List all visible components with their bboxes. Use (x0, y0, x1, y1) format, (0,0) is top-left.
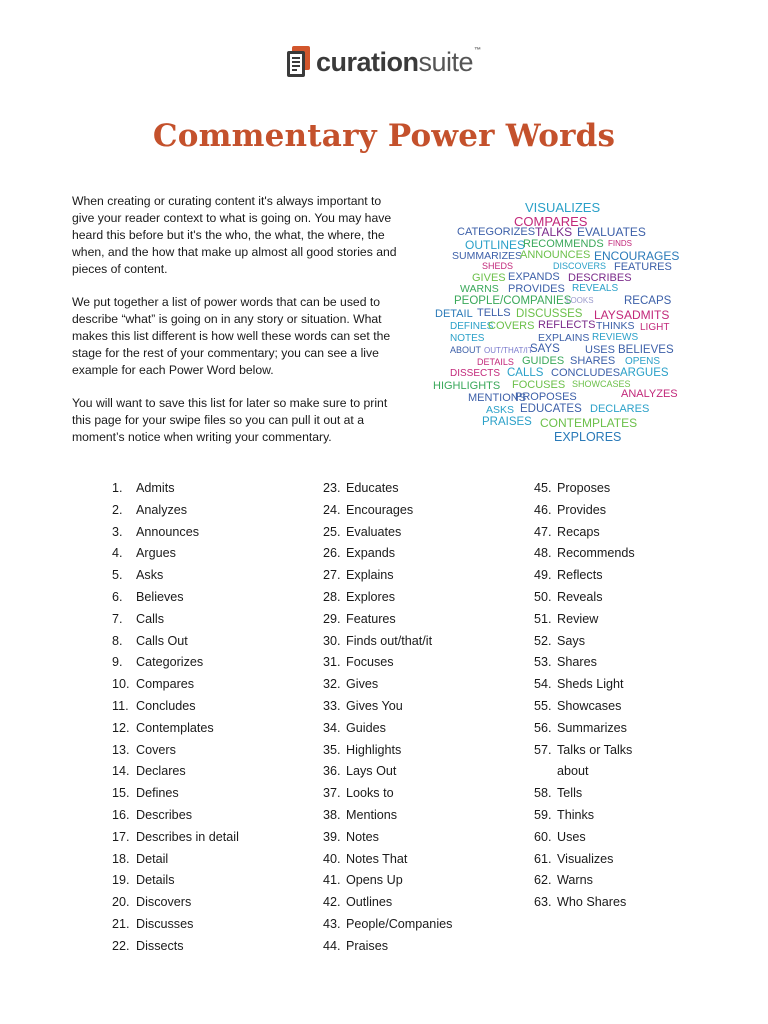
power-word-text: Visualizes (557, 851, 614, 866)
power-word-number: 35. (323, 742, 341, 757)
word-cloud-word: FOCUSES (512, 379, 566, 391)
power-word-item (534, 565, 654, 587)
power-word-text: Defines (136, 786, 179, 801)
word-cloud-word: GIVES (472, 272, 506, 284)
power-word-number: 42. (323, 895, 341, 910)
word-cloud-word: CONCLUDES (551, 367, 621, 379)
word-cloud-word: REVIEWS (592, 332, 639, 343)
power-word-item (323, 609, 523, 631)
power-word-item (112, 936, 312, 958)
word-cloud-word: SHOWCASES (572, 379, 631, 389)
word-cloud-word: DISCUSSES (516, 308, 583, 320)
power-word-number: 58. (534, 786, 552, 801)
word-cloud-word: FEATURES (614, 261, 672, 273)
word-cloud-word: CONTEMPLATES (540, 416, 638, 430)
power-word-text: Lays Out (346, 764, 397, 779)
power-word-item (323, 761, 523, 783)
power-word-item (112, 696, 312, 718)
word-cloud-word: CALLS (507, 367, 544, 379)
power-word-number: 55. (534, 698, 552, 713)
power-word-item (112, 674, 312, 696)
power-word-item (534, 500, 654, 522)
power-word-text: Explores (346, 589, 395, 604)
word-cloud-word: DESCRIBES (568, 272, 632, 284)
document-stack-icon (286, 45, 312, 79)
power-word-number: 22. (112, 938, 130, 953)
power-word-text: Says (557, 633, 585, 648)
power-word-item (112, 827, 312, 849)
power-word-text: Thinks (557, 807, 595, 822)
power-word-text: Compares (136, 677, 195, 692)
power-word-text: Mentions (346, 807, 398, 822)
power-word-item (323, 631, 523, 653)
power-word-text: Asks (136, 568, 164, 583)
power-word-number: 13. (112, 742, 130, 757)
power-word-text: Contemplates (136, 720, 214, 735)
power-word-item (323, 696, 523, 718)
power-word-item (112, 587, 312, 609)
power-word-number: 19. (112, 873, 130, 888)
power-word-text: Concludes (136, 698, 196, 713)
power-word-number: 1. (112, 481, 123, 495)
power-word-text: Gives You (346, 698, 403, 713)
word-cloud-word: THINKS (596, 320, 635, 332)
power-word-item (112, 914, 312, 936)
power-word-item (534, 718, 654, 740)
word-cloud-word: ASKS (486, 404, 515, 416)
power-word-text: Announces (136, 524, 200, 539)
power-word-number: 39. (323, 829, 341, 844)
word-cloud-word: TALKS (535, 225, 573, 239)
power-word-item (534, 696, 654, 718)
word-cloud-word: DETAILS (477, 357, 514, 367)
power-word-item (534, 805, 654, 827)
power-word-item (112, 652, 312, 674)
power-word-number: 59. (534, 807, 552, 822)
power-word-text: Admits (136, 481, 175, 495)
intro-paragraph-1: When creating or curating content it's always important to give your reader context to what is going on. You may have heard this before but it's the who, the what, the where, the when, and the how that make up almost all good stories and pieces of content. (72, 194, 397, 276)
power-word-item (534, 652, 654, 674)
power-word-number: 57. (534, 742, 552, 757)
power-word-text: Argues (136, 546, 176, 561)
power-word-number: 9. (112, 655, 123, 670)
power-word-number: 63. (534, 895, 552, 910)
word-cloud-word: LOOKS (566, 296, 594, 305)
word-cloud-image (430, 194, 700, 444)
power-word-number: 27. (323, 568, 341, 583)
power-word-number: 29. (323, 611, 341, 626)
word-cloud-word: DISCOVERS (553, 261, 607, 271)
power-word-item (112, 718, 312, 740)
power-word-item (323, 500, 523, 522)
power-word-number: 50. (534, 589, 552, 604)
power-word-text: Uses (557, 829, 586, 844)
word-cloud-word: VISUALIZES (525, 200, 601, 215)
power-word-number: 10. (112, 677, 130, 692)
power-word-number: 14. (112, 764, 130, 779)
power-word-number: 56. (534, 720, 552, 735)
power-word-number: 21. (112, 916, 130, 931)
power-word-number: 20. (112, 895, 130, 910)
power-words-column-3 (534, 478, 654, 914)
power-word-number: 40. (323, 851, 341, 866)
power-word-text: Analyzes (136, 502, 188, 517)
word-cloud-word: WARNS (460, 283, 499, 295)
power-word-number: 37. (323, 786, 341, 801)
power-word-item (323, 652, 523, 674)
word-cloud-word: REFLECTS (538, 319, 596, 331)
power-word-text: Dissects (136, 938, 184, 953)
power-word-text: Finds out/that/it (346, 633, 433, 648)
power-word-number: 28. (323, 589, 341, 604)
word-cloud-word: SAYS (530, 343, 560, 355)
power-word-item (323, 565, 523, 587)
power-word-number: 38. (323, 807, 341, 822)
power-word-text: Praises (346, 938, 388, 953)
word-cloud-word: HIGHLIGHTS (433, 380, 501, 392)
power-word-text: Outlines (346, 895, 393, 910)
power-word-item (323, 936, 523, 958)
power-word-item (112, 522, 312, 544)
power-word-text: Calls Out (136, 633, 188, 648)
word-cloud-word: EXPLAINS (538, 332, 590, 344)
power-word-text: Encourages (346, 502, 414, 517)
power-word-text: Notes (346, 829, 379, 844)
word-cloud-word: USES (585, 344, 615, 356)
word-cloud-word: REVEALS (572, 283, 619, 294)
power-word-item (112, 631, 312, 653)
power-word-text: Details (136, 873, 175, 888)
power-word-number: 34. (323, 720, 341, 735)
power-word-item (323, 522, 523, 544)
word-cloud-word: SHEDS (482, 261, 514, 271)
power-word-text: Declares (136, 764, 186, 779)
power-word-item (112, 740, 312, 762)
power-word-text: Educates (346, 481, 399, 495)
power-word-number: 12. (112, 720, 130, 735)
power-word-text: Review (557, 611, 599, 626)
power-word-text: Provides (557, 502, 606, 517)
power-word-text: Categorizes (136, 655, 204, 670)
power-word-number: 23. (323, 481, 341, 495)
power-words-column-2 (323, 478, 523, 958)
power-word-number: 51. (534, 611, 552, 626)
power-word-item (112, 805, 312, 827)
word-cloud-word: PEOPLE/COMPANIES (454, 295, 572, 307)
word-cloud-word: EVALUATES (577, 225, 646, 239)
power-word-item (534, 783, 654, 805)
power-word-number: 18. (112, 851, 130, 866)
power-word-item (323, 587, 523, 609)
power-word-number: 4. (112, 546, 123, 561)
power-word-item (534, 849, 654, 871)
word-cloud-word: TELLS (477, 307, 511, 319)
power-word-number: 3. (112, 524, 123, 539)
word-cloud-word: EXPLORES (554, 430, 622, 444)
word-cloud-word: DETAIL (435, 308, 473, 320)
word-cloud-word: BELIEVES (618, 344, 674, 356)
power-word-item (534, 587, 654, 609)
power-word-item (323, 740, 523, 762)
power-word-text: Proposes (557, 481, 611, 495)
power-word-text: Describes (136, 807, 192, 822)
word-cloud-word: PROPOSES (515, 391, 577, 403)
power-word-number: 15. (112, 786, 130, 801)
power-word-text: Gives (346, 677, 379, 692)
power-word-item (534, 892, 654, 914)
power-word-item (112, 500, 312, 522)
page-title: Commentary Power Words (152, 118, 616, 154)
word-cloud-word: LAYS (594, 308, 624, 322)
power-word-item (323, 543, 523, 565)
word-cloud-word: EXPANDS (508, 271, 560, 283)
word-cloud-word: ARGUES (620, 367, 669, 379)
power-word-number: 25. (323, 524, 341, 539)
word-cloud-word: ANALYZES (621, 388, 678, 400)
power-word-item (534, 674, 654, 696)
power-word-text: Recaps (557, 524, 600, 539)
power-word-text: Detail (136, 851, 169, 866)
power-word-text: Covers (136, 742, 176, 757)
power-word-item (112, 870, 312, 892)
power-word-item (112, 783, 312, 805)
power-word-number: 24. (323, 502, 341, 517)
power-word-text: Recommends (557, 546, 635, 561)
word-cloud-word: DECLARES (590, 403, 650, 415)
power-word-number: 33. (323, 698, 341, 713)
power-word-item (323, 674, 523, 696)
word-cloud-word: NOTES (450, 333, 485, 344)
power-word-item (534, 827, 654, 849)
power-word-number: 41. (323, 873, 341, 888)
power-word-number: 26. (323, 546, 341, 561)
power-word-text: Features (346, 611, 396, 626)
word-cloud-word: LIGHT (640, 322, 670, 333)
power-word-item (112, 609, 312, 631)
power-word-text: Describes in detail (136, 829, 239, 844)
logo-wordmark: curationsuite™ (316, 46, 481, 77)
power-word-number: 30. (323, 633, 341, 648)
power-word-number: 16. (112, 807, 130, 822)
word-cloud-word: ADMITS (624, 308, 670, 322)
word-cloud-word: PROVIDES (508, 283, 565, 295)
power-word-text: Who Shares (557, 895, 627, 910)
power-word-number: 31. (323, 655, 341, 670)
word-cloud-word: OUT/THAT/IT (484, 346, 533, 355)
power-word-item (323, 783, 523, 805)
power-word-text: Tells (557, 786, 583, 801)
word-cloud-word: DEFINES (450, 321, 494, 332)
intro-text (72, 193, 398, 462)
power-word-number: 7. (112, 611, 123, 626)
power-word-text: Notes That (346, 851, 408, 866)
word-cloud-word: SUMMARIZES (452, 250, 523, 262)
word-cloud-word: RECAPS (624, 295, 672, 307)
power-word-number: 54. (534, 677, 552, 692)
power-word-number: 17. (112, 829, 130, 844)
power-word-text: Sheds Light (557, 677, 624, 692)
power-word-number: 47. (534, 524, 552, 539)
power-word-item (534, 609, 654, 631)
power-word-text: Guides (346, 720, 386, 735)
power-word-number: 49. (534, 568, 552, 583)
word-cloud-word: COMPARES (514, 214, 588, 229)
power-word-text: Expands (346, 546, 396, 561)
power-word-item (323, 914, 523, 936)
power-word-text: Believes (136, 589, 184, 604)
power-word-number: 45. (534, 481, 552, 495)
word-cloud-word: SHARES (570, 355, 616, 367)
power-word-text: Summarizes (557, 720, 627, 735)
power-word-item (112, 565, 312, 587)
power-word-text: Evaluates (346, 524, 402, 539)
power-word-item (534, 478, 654, 500)
power-word-number: 53. (534, 655, 552, 670)
curationsuite-logo (286, 42, 481, 82)
power-word-text: Talks or Talks about (557, 742, 633, 779)
power-word-text: Showcases (557, 698, 622, 713)
power-word-number: 46. (534, 502, 552, 517)
power-word-item (323, 870, 523, 892)
power-word-number: 6. (112, 589, 123, 604)
intro-paragraph-3: You will want to save this list for later so make sure to print this page for your swipe files so you can pull it out at a moment’s notice when writing your commentary. (72, 396, 388, 444)
power-word-text: Discusses (136, 916, 194, 931)
power-word-text: Highlights (346, 742, 402, 757)
power-word-text: Warns (557, 873, 593, 888)
power-word-item (534, 740, 654, 784)
word-cloud-word: ANNOUNCES (520, 249, 591, 261)
word-cloud-word: COVERS (488, 320, 535, 332)
power-word-number: 61. (534, 851, 552, 866)
power-word-number: 36. (323, 764, 341, 779)
power-word-text: Calls (136, 611, 164, 626)
power-words-column-1 (112, 478, 312, 958)
power-word-number: 8. (112, 633, 123, 648)
power-word-number: 43. (323, 916, 341, 931)
power-word-number: 5. (112, 568, 123, 583)
power-word-text: Reveals (557, 589, 603, 604)
power-word-item (323, 849, 523, 871)
word-cloud-word: DISSECTS (450, 368, 501, 379)
word-cloud-word: ENCOURAGES (594, 249, 680, 263)
power-word-item (323, 478, 523, 500)
intro-paragraph-2: We put together a list of power words that can be used to describe “what” is going on in any story or situation. What makes this list different is how well these words can set the stage for the rest of your commentary; you can see a live example for each Power Word below. (72, 295, 391, 377)
power-word-text: Reflects (557, 568, 603, 583)
power-word-number: 48. (534, 546, 552, 561)
power-word-number: 44. (323, 938, 341, 953)
power-word-text: Looks to (346, 786, 394, 801)
power-word-item (112, 849, 312, 871)
power-word-text: Shares (557, 655, 597, 670)
power-word-text: Focuses (346, 655, 394, 670)
power-word-text: People/Companies (346, 916, 453, 931)
power-word-number: 11. (112, 698, 129, 713)
power-word-text: Opens Up (346, 873, 403, 888)
power-word-number: 2. (112, 502, 123, 517)
power-word-text: Discovers (136, 895, 192, 910)
word-cloud-word: RECOMMENDS (523, 238, 604, 250)
power-word-item (112, 478, 312, 500)
power-word-item (534, 631, 654, 653)
word-cloud-word: PRAISES (482, 416, 532, 428)
power-word-item (534, 870, 654, 892)
word-cloud-word: CATEGORIZES (457, 226, 536, 238)
power-word-item (534, 543, 654, 565)
power-word-number: 32. (323, 677, 341, 692)
power-word-item (112, 543, 312, 565)
power-word-number: 60. (534, 829, 552, 844)
word-cloud-word: MENTIONS (468, 392, 527, 404)
power-word-item (323, 718, 523, 740)
power-word-item (323, 827, 523, 849)
power-word-item (112, 892, 312, 914)
word-cloud-word: FINDS (608, 239, 632, 248)
power-word-item (323, 892, 523, 914)
word-cloud-word: OPENS (625, 356, 661, 367)
power-word-item (534, 522, 654, 544)
word-cloud-word: GUIDES (522, 355, 565, 367)
word-cloud-word: EDUCATES (520, 403, 582, 415)
word-cloud-word: OUTLINES (465, 238, 526, 252)
power-word-number: 62. (534, 873, 552, 888)
power-word-item (323, 805, 523, 827)
power-word-number: 52. (534, 633, 552, 648)
power-word-item (112, 761, 312, 783)
word-cloud-word: ABOUT (450, 345, 482, 355)
power-word-text: Explains (346, 568, 394, 583)
